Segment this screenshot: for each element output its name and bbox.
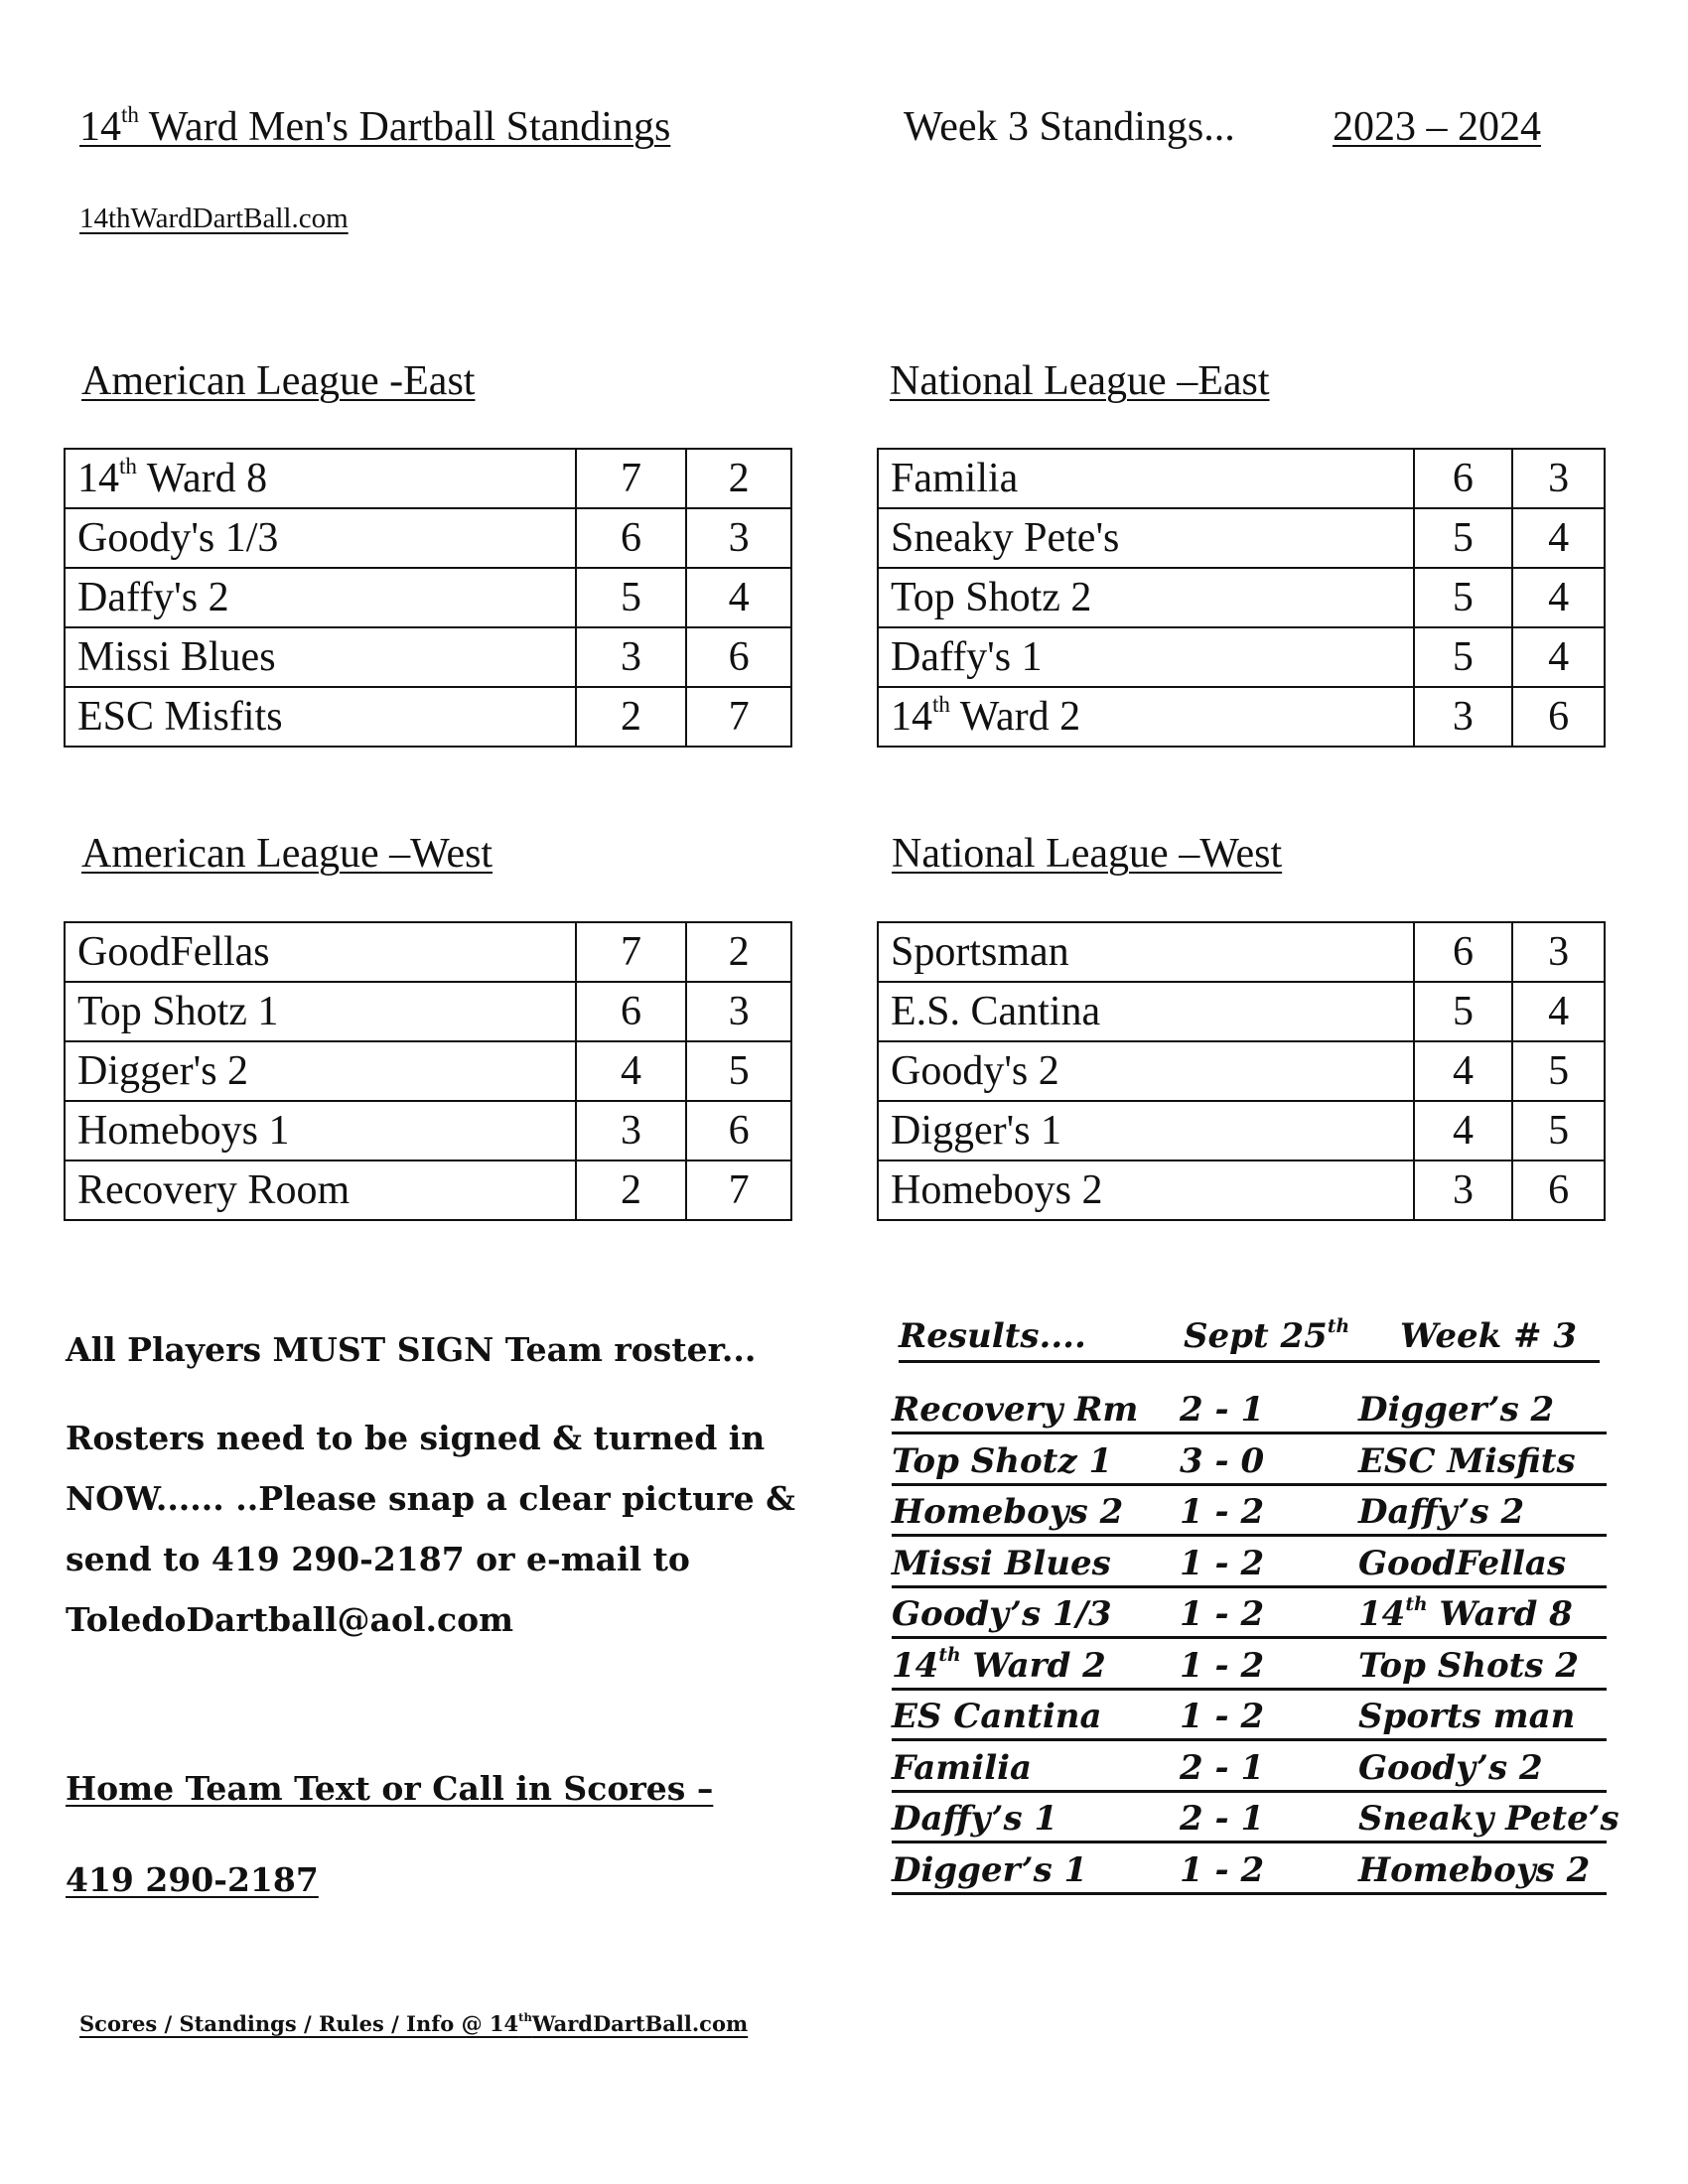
standings-row	[65, 687, 791, 747]
wins: 4	[1414, 1041, 1513, 1101]
losses: 2	[686, 922, 791, 982]
result-row	[892, 1592, 1607, 1639]
home-team: Recovery Rm	[892, 1390, 1139, 1430]
team-name: Recovery Room	[65, 1160, 576, 1220]
standings-row	[878, 568, 1605, 627]
losses: 6	[686, 627, 791, 687]
wins: 4	[576, 1041, 687, 1101]
instruction-line: NOW...... ..Please snap a clear picture &	[66, 1479, 795, 1518]
standings-row	[65, 1041, 791, 1101]
home-team: 14th Ward 2	[892, 1644, 1106, 1686]
al-east-heading: American League -East	[81, 358, 476, 404]
season-label: 2023 – 2024	[1333, 104, 1541, 150]
results-week: Week # 3	[1400, 1316, 1578, 1356]
away-team: Goody’s 2	[1358, 1747, 1543, 1788]
instruction-line: Rosters need to be signed & turned in	[66, 1419, 766, 1457]
wins: 5	[1414, 627, 1513, 687]
email-address[interactable]: ToledoDartball@aol.com	[66, 1600, 513, 1639]
phone-number[interactable]: 419 290-2187	[66, 1860, 319, 1899]
standings-row	[65, 627, 791, 687]
team-name: Top Shotz 2	[878, 568, 1414, 627]
away-team: ESC Misfits	[1358, 1440, 1576, 1481]
wins: 5	[1414, 508, 1513, 568]
game-score: 1 - 2	[1180, 1543, 1265, 1583]
result-row	[892, 1644, 1607, 1691]
losses: 4	[1512, 568, 1605, 627]
game-score: 1 - 2	[1180, 1492, 1265, 1532]
wins: 3	[1414, 687, 1513, 747]
home-team: Familia	[892, 1747, 1033, 1788]
team-name: Top Shotz 1	[65, 982, 576, 1041]
losses: 4	[1512, 982, 1605, 1041]
team-name: Familia	[878, 449, 1414, 508]
result-row	[892, 1388, 1607, 1434]
game-score: 1 - 2	[1180, 1697, 1265, 1736]
wins: 5	[1414, 982, 1513, 1041]
standings-row	[65, 982, 791, 1041]
standings-row	[878, 922, 1605, 982]
result-row	[892, 1797, 1619, 1843]
standings-row	[878, 1101, 1605, 1160]
wins: 7	[576, 922, 687, 982]
losses: 3	[1512, 922, 1605, 982]
away-team: Digger’s 2	[1358, 1390, 1555, 1430]
result-row	[892, 1439, 1607, 1486]
standings-row	[65, 922, 791, 982]
team-name: Sneaky Pete's	[878, 508, 1414, 568]
home-team: ES Cantina	[892, 1697, 1102, 1736]
game-score: 2 - 1	[1180, 1390, 1265, 1430]
week-label: Week 3 Standings...	[904, 104, 1235, 150]
nl-west-heading: National League –West	[892, 831, 1283, 877]
result-row	[892, 1490, 1607, 1537]
result-row	[892, 1746, 1607, 1793]
standings-row	[65, 508, 791, 568]
al-west-table	[64, 921, 792, 1221]
standings-row	[878, 1041, 1605, 1101]
footer-links[interactable]: Scores / Standings / Rules / Info @ 14thWardDartBall.com	[79, 2010, 749, 2036]
losses: 7	[686, 1160, 791, 1220]
home-team-notice: Home Team Text or Call in Scores –	[66, 1769, 714, 1808]
losses: 5	[1512, 1101, 1605, 1160]
game-score: 1 - 2	[1180, 1645, 1265, 1686]
losses: 6	[686, 1101, 791, 1160]
losses: 6	[1512, 687, 1605, 747]
home-team: Goody’s 1/3	[892, 1594, 1112, 1634]
losses: 3	[686, 982, 791, 1041]
roster-notice: All Players MUST SIGN Team roster...	[66, 1330, 757, 1369]
page-title: 14th Ward Men's Dartball Standings	[79, 100, 671, 150]
standings-row	[65, 568, 791, 627]
losses: 4	[1512, 508, 1605, 568]
team-name: GoodFellas	[65, 922, 576, 982]
results-date: Sept 25th	[1184, 1314, 1350, 1356]
losses: 5	[686, 1041, 791, 1101]
team-name: Digger's 2	[65, 1041, 576, 1101]
team-name: E.S. Cantina	[878, 982, 1414, 1041]
instruction-line: send to 419 290-2187 or e-mail to	[66, 1540, 690, 1578]
team-name: Digger's 1	[878, 1101, 1414, 1160]
result-row	[892, 1695, 1607, 1741]
wins: 3	[1414, 1160, 1513, 1220]
wins: 5	[576, 568, 687, 627]
team-name: ESC Misfits	[65, 687, 576, 747]
standings-row	[878, 508, 1605, 568]
standings-row	[878, 687, 1605, 747]
game-score: 3 - 0	[1180, 1440, 1265, 1481]
away-team: GoodFellas	[1358, 1543, 1567, 1583]
home-team: Digger’s 1	[892, 1849, 1088, 1890]
losses: 3	[686, 508, 791, 568]
standings-row	[65, 449, 791, 508]
team-name: Missi Blues	[65, 627, 576, 687]
team-name: 14th Ward 8	[65, 449, 576, 508]
team-name: Daffy's 1	[878, 627, 1414, 687]
wins: 4	[1414, 1101, 1513, 1160]
home-team: Homeboys 2	[892, 1492, 1124, 1532]
away-team: Daffy’s 2	[1358, 1492, 1525, 1532]
al-east-table	[64, 448, 792, 748]
losses: 5	[1512, 1041, 1605, 1101]
standings-row	[65, 1160, 791, 1220]
team-name: Homeboys 2	[878, 1160, 1414, 1220]
al-west-heading: American League –West	[81, 831, 493, 877]
game-score: 2 - 1	[1180, 1747, 1265, 1788]
website-link[interactable]: 14thWardDartBall.com	[79, 203, 349, 234]
standings-row	[878, 627, 1605, 687]
standings-row	[878, 982, 1605, 1041]
team-name: Goody's 1/3	[65, 508, 576, 568]
team-name: Goody's 2	[878, 1041, 1414, 1101]
wins: 2	[576, 687, 687, 747]
standings-row	[878, 449, 1605, 508]
result-row	[892, 1848, 1607, 1895]
away-team: Sports man	[1358, 1697, 1576, 1736]
standings-row	[65, 1101, 791, 1160]
home-team: Daffy’s 1	[892, 1799, 1058, 1839]
nl-west-table	[877, 921, 1606, 1221]
away-team: 14th Ward 8	[1358, 1592, 1573, 1634]
game-score: 1 - 2	[1180, 1594, 1265, 1634]
losses: 7	[686, 687, 791, 747]
losses: 6	[1512, 1160, 1605, 1220]
nl-east-heading: National League –East	[890, 358, 1270, 404]
team-name: Homeboys 1	[65, 1101, 576, 1160]
team-name: 14th Ward 2	[878, 687, 1414, 747]
losses: 2	[686, 449, 791, 508]
home-team: Top Shotz 1	[892, 1440, 1113, 1481]
away-team: Sneaky Pete’s	[1358, 1799, 1619, 1839]
game-score: 2 - 1	[1180, 1799, 1265, 1839]
result-row	[892, 1542, 1607, 1588]
wins: 2	[576, 1160, 687, 1220]
losses: 4	[686, 568, 791, 627]
wins: 6	[1414, 922, 1513, 982]
wins: 5	[1414, 568, 1513, 627]
nl-east-table	[877, 448, 1606, 748]
team-name: Sportsman	[878, 922, 1414, 982]
losses: 3	[1512, 449, 1605, 508]
team-name: Daffy's 2	[65, 568, 576, 627]
wins: 6	[1414, 449, 1513, 508]
home-team: Missi Blues	[892, 1543, 1111, 1583]
wins: 3	[576, 1101, 687, 1160]
wins: 6	[576, 982, 687, 1041]
standings-row	[878, 1160, 1605, 1220]
wins: 7	[576, 449, 687, 508]
wins: 3	[576, 627, 687, 687]
roster-instructions	[66, 1408, 820, 1650]
results-label: Results....	[899, 1316, 1086, 1356]
losses: 4	[1512, 627, 1605, 687]
away-team: Homeboys 2	[1358, 1849, 1591, 1890]
away-team: Top Shots 2	[1358, 1645, 1579, 1686]
game-score: 1 - 2	[1180, 1849, 1265, 1890]
results-header	[899, 1312, 1600, 1363]
wins: 6	[576, 508, 687, 568]
